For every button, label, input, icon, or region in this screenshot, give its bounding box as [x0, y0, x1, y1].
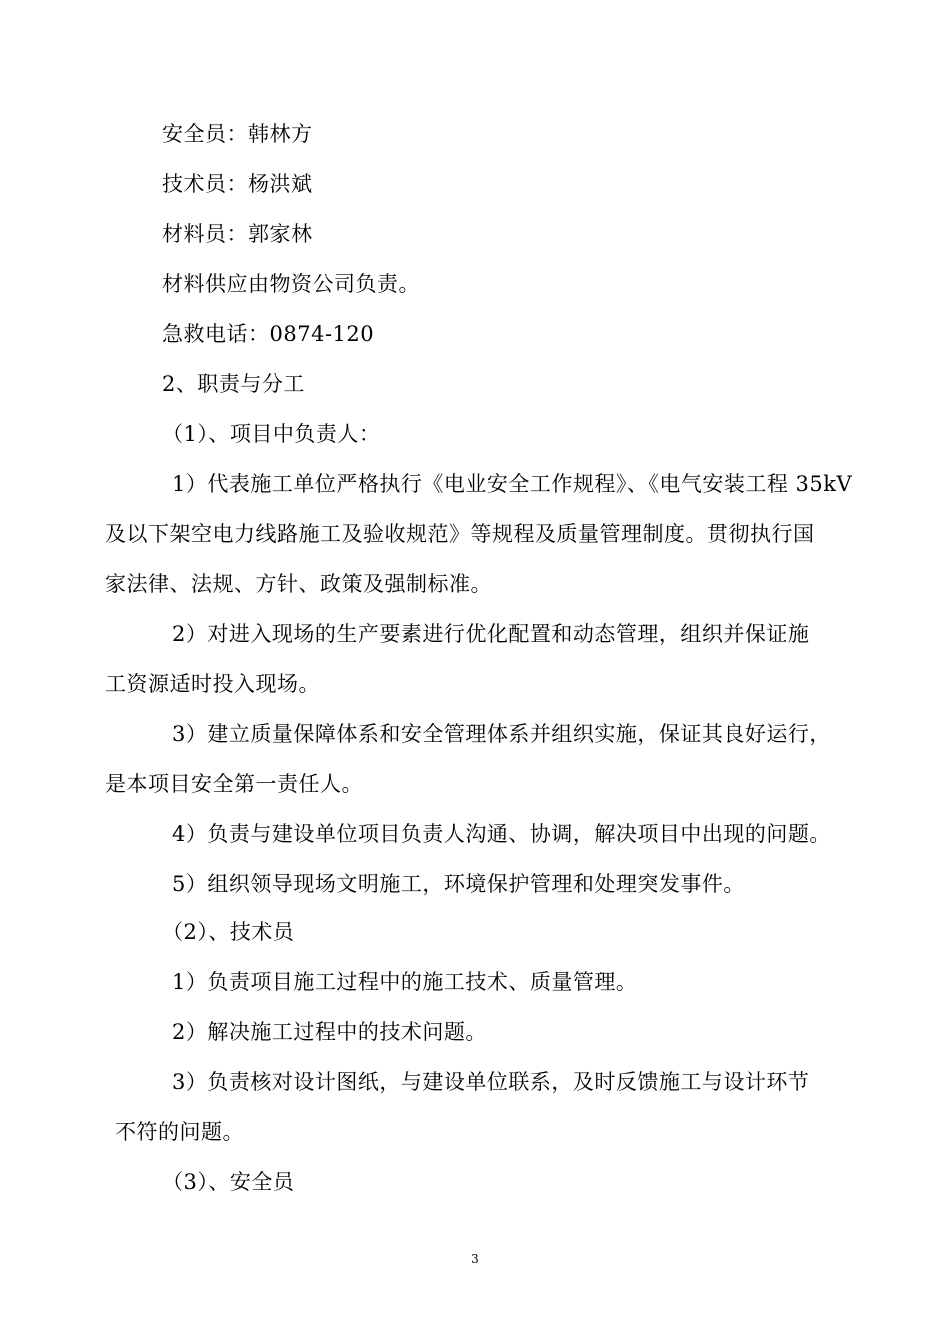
section-heading: 2、职责与分工	[162, 372, 305, 396]
text-line: 及以下架空电力线路施工及验收规范》等规程及质量管理制度。贯彻执行国	[105, 522, 815, 546]
text-line: 1）负责项目施工过程中的施工技术、质量管理。	[172, 970, 638, 994]
text-line: 3）建立质量保障体系和安全管理体系并组织实施，保证其良好运行，	[172, 722, 831, 746]
text-line: 家法律、法规、方针、政策及强制标准。	[105, 572, 492, 596]
text-line: 5）组织领导现场文明施工，环境保护管理和处理突发事件。	[172, 872, 745, 896]
text-line: 材料员：郭家林	[162, 222, 313, 246]
subsection-heading: （2）、技术员	[162, 920, 295, 944]
text-line: 技术员：杨洪斌	[162, 172, 313, 196]
text-line: 工资源适时投入现场。	[105, 672, 320, 696]
text-line: 2）解决施工过程中的技术问题。	[172, 1020, 487, 1044]
text-line: 4）负责与建设单位项目负责人沟通、协调，解决项目中出现的问题。	[172, 822, 831, 846]
text-line: 是本项目安全第一责任人。	[105, 772, 363, 796]
page-number: 3	[471, 1252, 479, 1266]
text-line: 1）代表施工单位严格执行《电业安全工作规程》、《电气安装工程 35kV	[172, 472, 853, 496]
text-line: 安全员：韩林方	[162, 122, 313, 146]
text-line: 材料供应由物资公司负责。	[162, 272, 420, 296]
text-line: 2）对进入现场的生产要素进行优化配置和动态管理，组织并保证施	[172, 622, 810, 646]
subsection-heading: （1）、项目中负责人：	[162, 422, 381, 446]
text-line: 3）负责核对设计图纸，与建设单位联系，及时反馈施工与设计环节	[172, 1070, 810, 1094]
subsection-heading: （3）、安全员	[162, 1170, 295, 1194]
text-line: 急救电话：0874-120	[162, 322, 375, 346]
text-line: 不符的问题。	[115, 1120, 244, 1144]
